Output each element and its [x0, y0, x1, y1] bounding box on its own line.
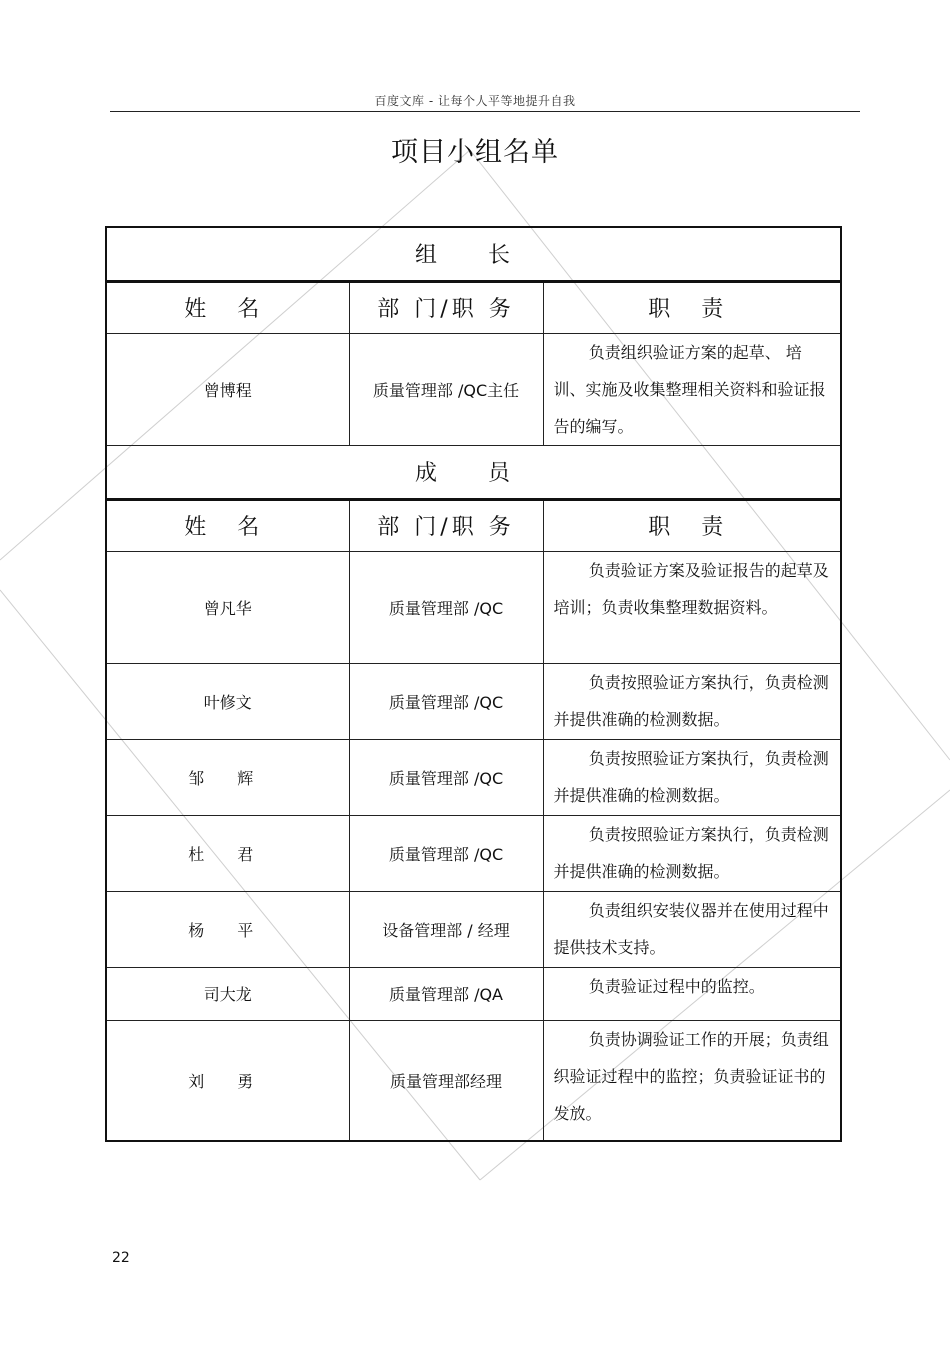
header-row — [106, 499, 841, 551]
table-row — [106, 739, 841, 815]
page-header: 百度文库 - 让每个人平等地提升自我 — [374, 94, 576, 108]
member-dept: 质量管理部 /QC — [349, 551, 543, 663]
table-row — [106, 333, 841, 445]
member-name: 邹 辉 — [106, 739, 349, 815]
team-roster-table — [105, 226, 842, 1142]
member-name: 杜 君 — [106, 815, 349, 891]
leader-section-label: 组 长 — [106, 227, 841, 281]
member-name: 司大龙 — [106, 967, 349, 1020]
leader-section-row — [106, 227, 841, 281]
table-row — [106, 1020, 841, 1141]
member-duty: 负责按照验证方案执行，负责检测并提供准确的检测数据。 — [543, 663, 841, 739]
page-number: 22 — [112, 1250, 130, 1266]
table-row — [106, 967, 841, 1020]
column-header-name: 姓 名 — [106, 281, 349, 333]
table-row — [106, 815, 841, 891]
member-duty: 负责验证过程中的监控。 — [543, 967, 841, 1020]
member-duty: 负责组织验证方案的起草、 培训、实施及收集整理相关资料和验证报告的编写。 — [543, 333, 841, 445]
member-duty: 负责协调验证工作的开展；负责组织验证过程中的监控；负责验证证书的发放。 — [543, 1020, 841, 1141]
table-row — [106, 891, 841, 967]
member-dept: 质量管理部 /QA — [349, 967, 543, 1020]
header-divider — [110, 111, 860, 112]
member-duty: 负责组织安装仪器并在使用过程中提供技术支持。 — [543, 891, 841, 967]
member-duty: 负责按照验证方案执行，负责检测并提供准确的检测数据。 — [543, 815, 841, 891]
header-row — [106, 281, 841, 333]
member-duty: 负责按照验证方案执行，负责检测并提供准确的检测数据。 — [543, 739, 841, 815]
member-dept: 质量管理部 /QC — [349, 815, 543, 891]
member-name: 曾凡华 — [106, 551, 349, 663]
table-row — [106, 551, 841, 663]
column-header-duty: 职 责 — [543, 281, 841, 333]
member-section-row — [106, 445, 841, 499]
column-header-dept: 部 门/职 务 — [349, 281, 543, 333]
member-dept: 质量管理部 /QC主任 — [349, 333, 543, 445]
member-dept: 设备管理部 / 经理 — [349, 891, 543, 967]
column-header-dept: 部 门/职 务 — [349, 499, 543, 551]
member-name: 曾博程 — [106, 333, 349, 445]
member-name: 杨 平 — [106, 891, 349, 967]
member-name: 叶修文 — [106, 663, 349, 739]
member-section-label: 成 员 — [106, 445, 841, 499]
member-dept: 质量管理部 /QC — [349, 739, 543, 815]
column-header-name: 姓 名 — [106, 499, 349, 551]
column-header-duty: 职 责 — [543, 499, 841, 551]
member-dept: 质量管理部 /QC — [349, 663, 543, 739]
document-title: 项目小组名单 — [391, 137, 559, 168]
member-name: 刘 勇 — [106, 1020, 349, 1141]
member-dept: 质量管理部经理 — [349, 1020, 543, 1141]
table-row — [106, 663, 841, 739]
member-duty: 负责验证方案及验证报告的起草及培训；负责收集整理数据资料。 — [543, 551, 841, 663]
